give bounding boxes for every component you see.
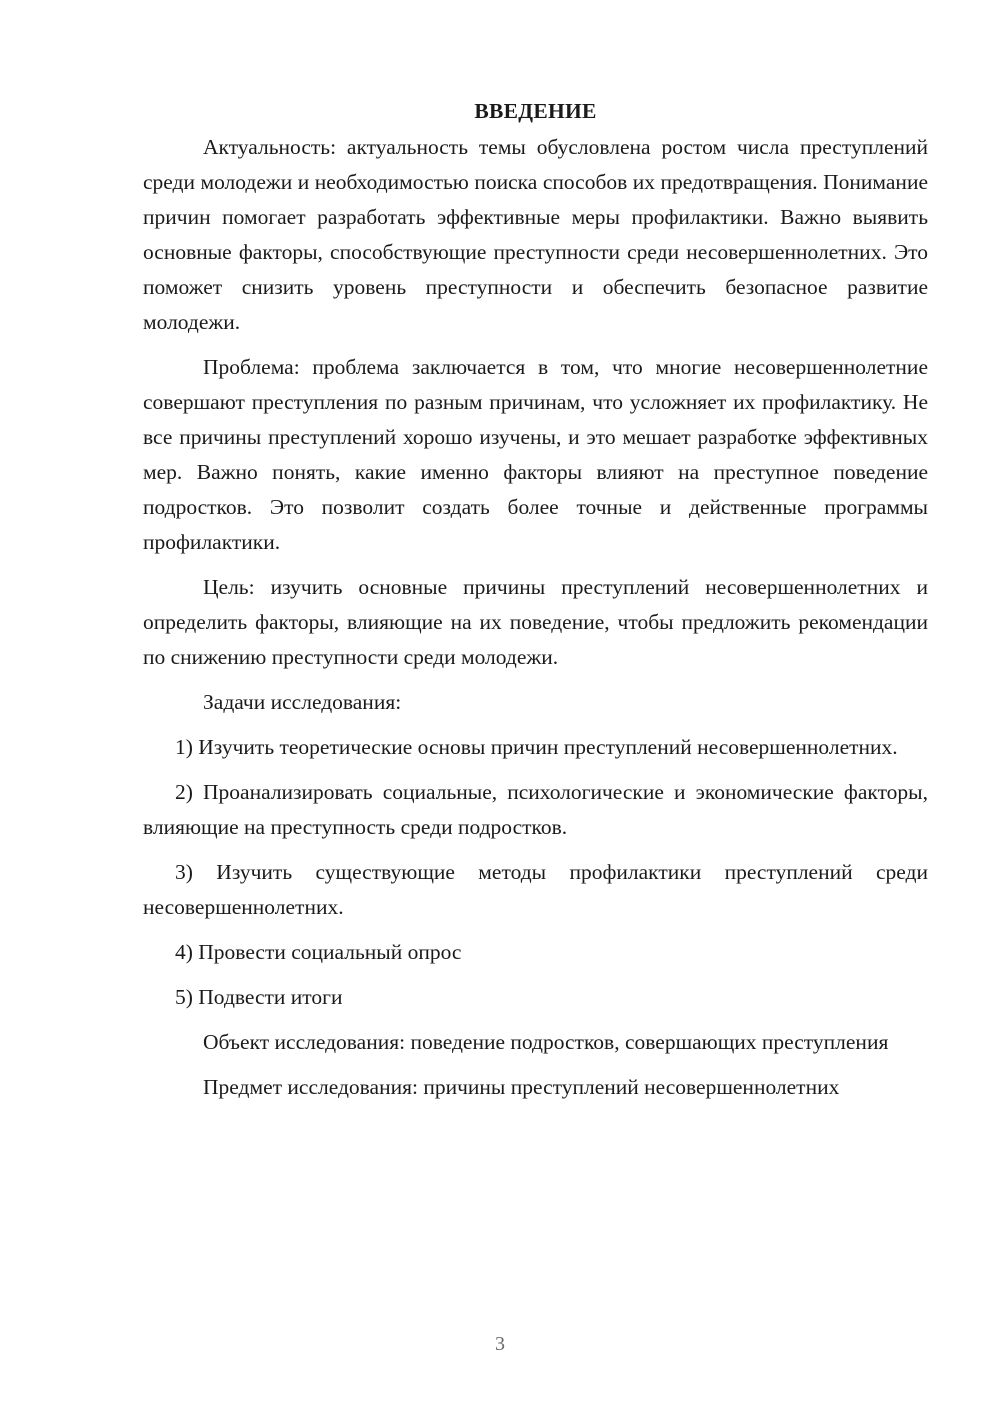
goal-paragraph: Цель: изучить основные причины преступлений несовершеннолетних и определить факторы, влияющие на их поведение, чтобы предложить рекомендации по снижению преступности среди молодежи. <box>143 575 928 669</box>
object-paragraph: Объект исследования: поведение подростков, совершающих преступления <box>203 1030 889 1054</box>
paragraph-gap <box>143 970 928 980</box>
task-item: 3) Изучить существующие методы профилактики преступлений среди несовершеннолетних. <box>143 860 928 919</box>
section-title: ВВЕДЕНИЕ <box>474 99 597 123</box>
paragraph-gap <box>143 1060 928 1070</box>
paragraph-gap <box>143 560 928 570</box>
problem-paragraph: Проблема: проблема заключается в том, что многие несовершеннолетние совершают преступления по разным причинам, что усложняет их профилактику. Не все причины преступлений хорошо изучены, и это мешает разработке эффективных мер. Важно понять, какие именно факторы влияют на преступное поведение подростков. Это позволит создать более точные и действенные программы профилактики. <box>143 355 928 554</box>
subject-paragraph: Предмет исследования: причины преступлений несовершеннолетних <box>203 1075 840 1099</box>
document-page <box>143 92 928 1105</box>
paragraph-gap <box>143 925 928 935</box>
paragraph-gap <box>143 765 928 775</box>
paragraph-gap <box>143 675 928 685</box>
paragraph-gap <box>143 845 928 855</box>
paragraph-gap <box>143 1015 928 1025</box>
paragraph-gap <box>143 340 928 350</box>
task-item: 5) Подвести итоги <box>175 985 343 1009</box>
task-item: 2) Проанализировать социальные, психологические и экономические факторы, влияющие на преступность среди подростков. <box>143 780 928 839</box>
page-number: 3 <box>495 1333 505 1355</box>
tasks-heading: Задачи исследования: <box>203 690 402 714</box>
relevance-paragraph: Актуальность: актуальность темы обусловлена ростом числа преступлений среди молодежи и необходимостью поиска способов их предотвращения. Понимание причин помогает разработать эффективные меры профилактики. Важно выявить основные факторы, способствующие преступности среди несовершеннолетних. Это поможет снизить уровень преступности и обеспечить безопасное развитие молодежи. <box>143 135 928 334</box>
task-item: 1) Изучить теоретические основы причин преступлений несовершеннолетних. <box>175 735 898 759</box>
paragraph-gap <box>143 720 928 730</box>
task-item: 4) Провести социальный опрос <box>175 940 462 964</box>
